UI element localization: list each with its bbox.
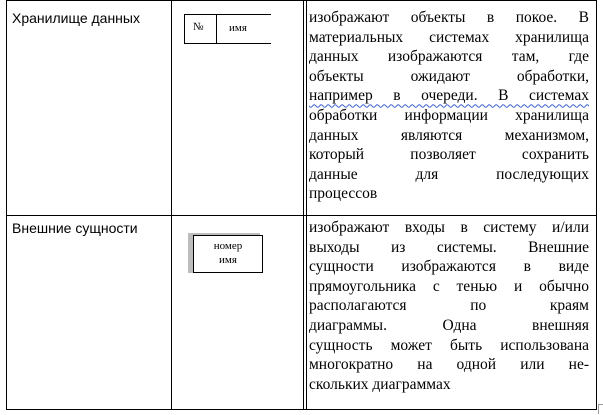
page-corner-mark <box>598 404 599 414</box>
desc-line: скольких диаграммах <box>309 375 451 393</box>
table-top-border <box>6 0 597 1</box>
desc-line: сущность может быть использована <box>309 336 589 354</box>
desc-line: который позволяет сохранить <box>309 146 589 164</box>
term-label: Хранилище данных <box>12 10 140 26</box>
desc-line: прямоугольника с тенью и обычно <box>309 277 589 295</box>
desc-line-wavy: например в очереди. В системах <box>309 87 589 105</box>
desc-line: материальных системах хранилища <box>309 28 589 46</box>
desc-line: объекты ожидают обработки, <box>309 67 589 85</box>
data-store-number: № <box>193 21 204 33</box>
table-column-divider-2b <box>306 0 307 410</box>
data-store-name: имя <box>229 22 247 34</box>
table-border-right <box>596 0 597 410</box>
desc-line: данных являются механизмом, <box>309 126 589 144</box>
table-row-divider <box>6 215 597 216</box>
desc-line: данные для последующих <box>309 165 589 183</box>
desc-line <box>309 86 589 106</box>
term-external-entity <box>12 220 170 237</box>
desc-line: диаграммы. Одна внешняя <box>309 316 589 334</box>
desc-line: выходы из системы. Внешние <box>309 238 589 256</box>
term-label: Внешние сущности <box>12 220 138 236</box>
table-bottom-border <box>6 409 597 410</box>
external-entity-line1: номер <box>213 240 243 252</box>
desc-line: данных изображаются там, где <box>309 48 589 66</box>
desc-line: изображают объекты в покое. В <box>309 9 589 26</box>
table-border-left <box>6 0 7 410</box>
data-store-separator <box>216 15 217 43</box>
page-corner-mark-h <box>598 404 603 405</box>
external-entity-line2: имя <box>219 254 237 266</box>
desc-line: сущности изображаются в виде <box>309 258 589 276</box>
desc-line: многократно на одной или не- <box>309 356 589 374</box>
table-column-divider-1 <box>171 0 172 410</box>
term-data-store <box>12 10 162 27</box>
description-external-entity <box>309 218 589 394</box>
table-column-divider-2 <box>303 0 304 410</box>
desc-line: процессов <box>309 185 378 203</box>
external-entity-symbol <box>193 235 263 273</box>
description-data-store <box>309 8 589 204</box>
desc-line: располагаются по краям <box>309 297 589 315</box>
data-store-symbol <box>184 14 271 44</box>
desc-line: изображают входы в систему и/или <box>309 219 589 236</box>
desc-line: обработки информации хранилища <box>309 106 589 124</box>
